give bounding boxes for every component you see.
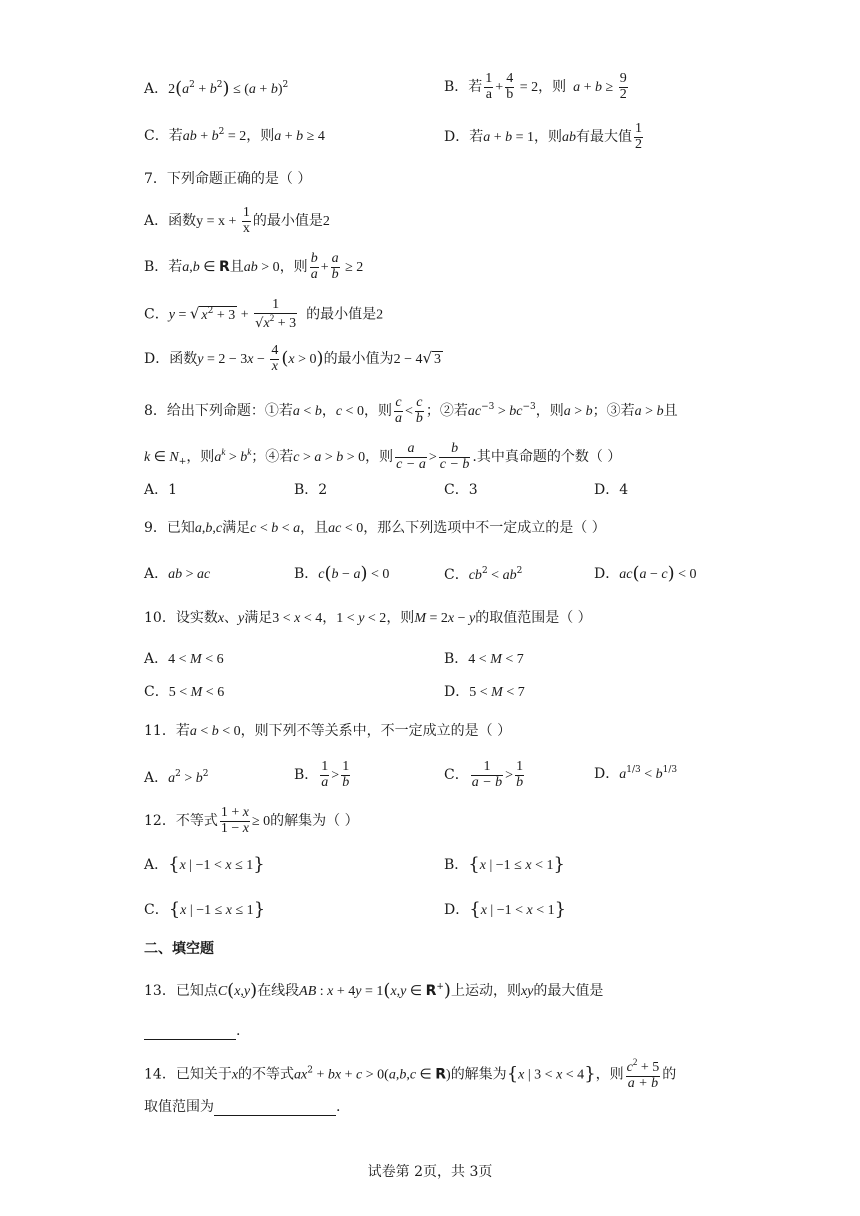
q8-option-d: D．4 (594, 482, 629, 498)
q9-option-d: D．ac(a − c) < 0 (594, 563, 697, 584)
page-footer: 试卷第 2页，共 3页 (367, 1164, 493, 1180)
q10-option-b: B．4 < M < 7 (444, 651, 524, 667)
q11-option-d: D．$a^{1/3} < b^{1/3}$ (594, 765, 678, 782)
q11-option-b: B． $\frac{1}{a}$ > $\frac{1}{b}$ (294, 759, 350, 790)
q12-stem: 12．不等式 $\frac{1 + x}{1 - x}$ ≥ 0的解集为（ ） (144, 805, 359, 836)
q12-option-b: B．{x | −1 ≤ x < 1} (444, 854, 565, 875)
q12-option-c: C．{x | −1 ≤ x ≤ 1} (144, 899, 266, 920)
q11-option-a: A．$a^2 > b^2$ (144, 769, 209, 786)
q7-option-d: D．函数y = 2 − 3x − $\frac{4}{x}$ (x > 0)的最小值为2 − 4√ 3 (144, 343, 442, 374)
q7-option-c: C．y = √ $x^2 + 3$ + $\frac{1}{√x^2 + 3}$ 的最小值是2 (144, 297, 384, 331)
q9-option-a: A．ab > ac (144, 566, 211, 582)
q10-option-c: C．5 < M < 6 (144, 684, 225, 700)
q14-answer-blank[interactable] (214, 1101, 336, 1116)
q6-option-c: C．若ab + $b^2 = 2$，则a + b ≥ 4 (144, 127, 325, 144)
q14-stem-line1: 14．已知关于x的不等式$ax^2$ + bx + c > 0(a,b,c ∈ R)的解集为{x | 3 < x < 4}，则 $\frac{c^2 + 5}{a + b}$ 的 (144, 1057, 677, 1091)
q10-option-d: D．5 < M < 7 (444, 684, 525, 700)
q9-option-b: B．c(b − a) < 0 (294, 563, 390, 584)
q11-option-c: C． $\frac{1}{a - b}$ > $\frac{1}{b}$ (444, 759, 524, 790)
q8-option-c: C．3 (444, 482, 478, 498)
q14-stem-line2: 取值范围为 . (144, 1099, 341, 1115)
section-heading-fill-in: 二、填空题 (144, 941, 214, 957)
q7-option-a: A．函数y = x + $\frac{1}{x}$ 的最小值是2 (144, 205, 330, 236)
option-label: A． (144, 81, 169, 97)
q6-option-a: A．$2(a^2 + b^2) \le (a + b)^2$ (144, 78, 289, 99)
q8-option-a: A．1 (144, 482, 178, 498)
q7-stem: 7．下列命题正确的是（ ） (144, 171, 312, 187)
q9-stem: 9．已知a,b,c满足c < b < a，且ac < 0，那么下列选项中不一定成立的是（ ） (144, 520, 606, 536)
q10-stem: 10．设实数x、y满足3 < x < 4，1 < y < 2，则M = 2x − y的取值范围是（ ） (144, 610, 592, 626)
q10-option-a: A．4 < M < 6 (144, 651, 224, 667)
q11-stem: 11．若a < b < 0，则下列不等关系中，不一定成立的是（ ） (144, 723, 512, 739)
q12-option-a: A．{x | −1 < x ≤ 1} (144, 854, 265, 875)
q8-stem-line1: 8．给出下列命题：①若a < b，c < 0，则 $\frac{c}{a}$ < $\frac{c}{b}$ ；②若$ac^{-3} > bc^{-3}$，则a > b；③若a > b且 (144, 395, 678, 426)
q12-option-d: D．{x | −1 < x < 1} (444, 899, 567, 920)
q6-option-d: D．若a + b = 1，则ab有最大值 $\frac{1}{2}$ (444, 121, 643, 152)
q8-stem-line2: k ∈ $N_+$，则$a^k > b^k$；④若c > a > b > 0，则 $\frac{a}{c - a}$ > $\frac{b}{c - b}$ .其中真命题的个数（ ） (144, 441, 622, 472)
q6-option-b: B．若 $\frac{1}{a}$ + $\frac{4}{b}$ = 2，则 a + b ≥ $\frac{9}{2}$ (444, 71, 627, 102)
q8-option-b: B．2 (294, 482, 328, 498)
q9-option-c: C．$cb^2 < ab^2$ (444, 566, 523, 583)
q13-stem: 13．已知点C(x,y)在线段AB : x + 4y = 1(x,y ∈ R+)上运动，则xy的最大值是 (144, 980, 604, 1001)
q13-answer-blank[interactable]: . (144, 1024, 240, 1040)
q7-option-b: B．若a,b ∈ R且ab > 0，则 $\frac{b}{a}$ + $\frac{a}{b}$ ≥ 2 (144, 251, 364, 282)
